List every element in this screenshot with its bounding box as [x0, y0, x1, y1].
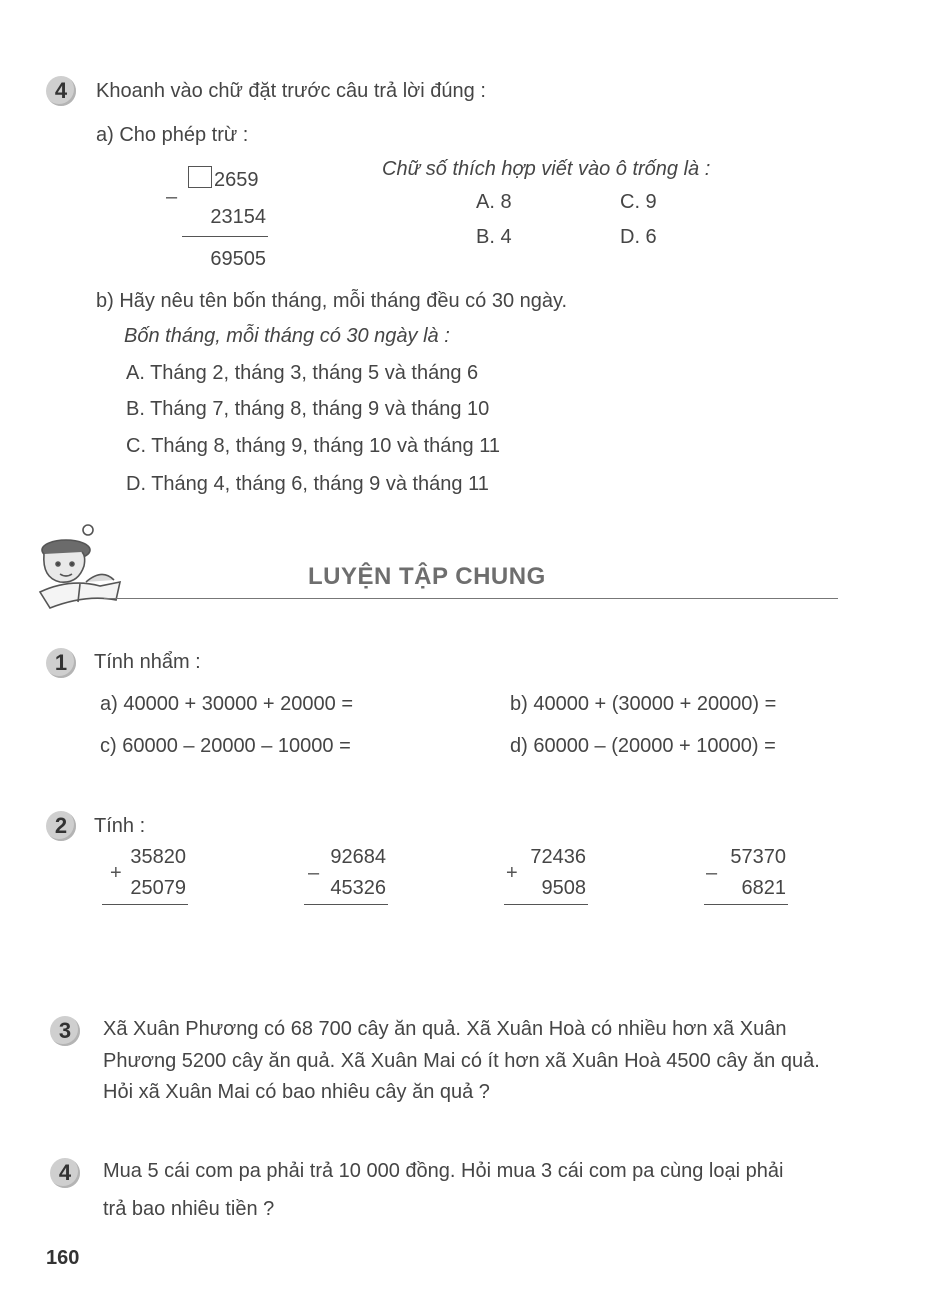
choice-d[interactable]: D. Tháng 4, tháng 6, tháng 9 và tháng 11 — [126, 473, 489, 495]
exercise-number-badge: 4 — [50, 1158, 80, 1188]
student-reading-icon — [30, 520, 126, 610]
part-a-label: a) Cho phép trừ : — [96, 124, 249, 146]
calc-item-b: b) 40000 + (30000 + 20000) = — [510, 693, 777, 715]
plus-sign: + — [506, 862, 518, 884]
result-line — [504, 904, 588, 905]
top-number: 92684 — [330, 846, 386, 868]
difference: 69505 — [210, 248, 266, 270]
part-a-question: Chữ số thích hợp viết vào ô trống là : — [382, 158, 711, 180]
top-number: 72436 — [530, 846, 586, 868]
exercise-number-badge: 2 — [46, 811, 76, 841]
calc-item-a: a) 40000 + 30000 + 20000 = — [100, 693, 354, 715]
section-title: LUYỆN TẬP CHUNG — [308, 563, 546, 590]
exercise-number-badge: 1 — [46, 648, 76, 678]
problem-text-line: trả bao nhiêu tiền ? — [103, 1198, 275, 1220]
choice-c[interactable]: C. 9 — [620, 191, 657, 213]
section-divider — [104, 598, 838, 599]
top-number: 35820 — [130, 846, 186, 868]
result-line — [102, 904, 188, 905]
choice-c[interactable]: C. Tháng 8, tháng 9, tháng 10 và tháng 11 — [126, 435, 500, 457]
part-b-label: b) Hãy nêu tên bốn tháng, mỗi tháng đều có 30 ngày. — [96, 290, 568, 312]
bottom-number: 25079 — [130, 877, 186, 899]
bottom-number: 6821 — [741, 877, 786, 899]
subtrahend: 23154 — [210, 206, 266, 228]
minus-sign: – — [308, 862, 320, 884]
plus-sign: + — [110, 862, 122, 884]
result-line — [704, 904, 788, 905]
problem-text-line: Phương 5200 cây ăn quả. Xã Xuân Mai có ít hơn xã Xuân Hoà 4500 cây ăn quả. — [103, 1050, 820, 1072]
result-line — [182, 236, 268, 237]
page-number: 160 — [46, 1247, 80, 1269]
part-b-question: Bốn tháng, mỗi tháng có 30 ngày là : — [124, 325, 450, 347]
problem-text-line: Xã Xuân Phương có 68 700 cây ăn quả. Xã Xuân Hoà có nhiều hơn xã Xuân — [103, 1018, 787, 1040]
minus-sign: – — [166, 186, 178, 208]
choice-a[interactable]: A. Tháng 2, tháng 3, tháng 5 và tháng 6 — [126, 362, 479, 384]
minus-sign: – — [706, 862, 718, 884]
exercise-prompt: Khoanh vào chữ đặt trước câu trả lời đúng : — [96, 80, 486, 102]
exercise-number-badge: 3 — [50, 1016, 80, 1046]
result-line — [304, 904, 388, 905]
bottom-number: 45326 — [330, 877, 386, 899]
exercise-prompt: Tính : — [94, 815, 146, 837]
top-number: 57370 — [730, 846, 786, 868]
calc-item-c: c) 60000 – 20000 – 10000 = — [100, 735, 351, 757]
exercise-number-badge: 4 — [46, 76, 76, 106]
minuend-digits: 2659 — [214, 169, 259, 191]
exercise-prompt: Tính nhẩm : — [94, 651, 201, 673]
calc-item-d: d) 60000 – (20000 + 10000) = — [510, 735, 776, 757]
problem-text-line: Hỏi xã Xuân Mai có bao nhiêu cây ăn quả ? — [103, 1081, 490, 1103]
choice-d[interactable]: D. 6 — [620, 226, 657, 248]
choice-b[interactable]: B. 4 — [476, 226, 512, 248]
bottom-number: 9508 — [541, 877, 586, 899]
answer-box[interactable] — [188, 166, 212, 188]
choice-a[interactable]: A. 8 — [476, 191, 512, 213]
choice-b[interactable]: B. Tháng 7, tháng 8, tháng 9 và tháng 10 — [126, 398, 490, 420]
problem-text-line: Mua 5 cái com pa phải trả 10 000 đồng. Hỏi mua 3 cái com pa cùng loại phải — [103, 1160, 784, 1182]
